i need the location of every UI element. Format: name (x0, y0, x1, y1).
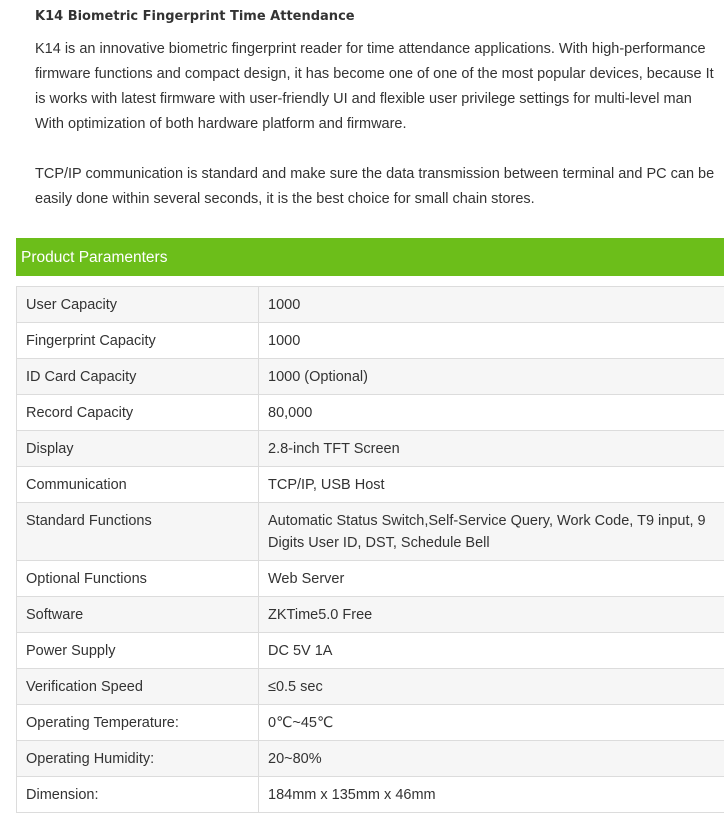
table-row (17, 741, 724, 777)
param-value: ZKTime5.0 Free (259, 597, 724, 633)
param-label: Standard Functions (17, 503, 259, 561)
table-row (17, 323, 724, 359)
param-label: Display (17, 431, 259, 467)
table-row (17, 467, 724, 503)
param-value: TCP/IP, USB Host (259, 467, 724, 503)
param-label: Optional Functions (17, 561, 259, 597)
table-row (17, 503, 724, 561)
param-label: Record Capacity (17, 395, 259, 431)
param-value: 1000 (259, 287, 724, 323)
product-description (35, 37, 715, 212)
table-row (17, 395, 724, 431)
description-paragraph: TCP/IP communication is standard and make sure the data transmission between terminal and PC can be easily done within several seconds, it is the best choice for small chain stores. (35, 162, 715, 212)
table-row (17, 597, 724, 633)
param-value: Automatic Status Switch,Self-Service Query, Work Code, T9 input, 9 Digits User ID, DST, Schedule Bell (259, 503, 724, 561)
table-row (17, 287, 724, 323)
param-label: Operating Temperature: (17, 705, 259, 741)
param-value: 2.8-inch TFT Screen (259, 431, 724, 467)
param-value: DC 5V 1A (259, 633, 724, 669)
param-label: Communication (17, 467, 259, 503)
param-label: User Capacity (17, 287, 259, 323)
description-paragraph: K14 is an innovative biometric fingerprint reader for time attendance applications. With high-performance firmware functions and compact design, it has become one of one of the most popular devices, because It is works with latest firmware with user-friendly UI and flexible user privilege settings for multi-level man With optimization of both hardware platform and firmware. (35, 37, 715, 137)
param-label: ID Card Capacity (17, 359, 259, 395)
param-value: 20~80% (259, 741, 724, 777)
product-title: K14 Biometric Fingerprint Time Attendance (35, 9, 355, 24)
section-header (16, 238, 724, 276)
param-label: Verification Speed (17, 669, 259, 705)
section-header-label: Product Paramenters (21, 249, 167, 267)
param-label: Dimension: (17, 777, 259, 813)
param-label: Operating Humidity: (17, 741, 259, 777)
param-value: Web Server (259, 561, 724, 597)
parameters-table (16, 286, 724, 813)
table-row (17, 705, 724, 741)
param-value: 184mm x 135mm x 46mm (259, 777, 724, 813)
table-row (17, 633, 724, 669)
table-row (17, 431, 724, 467)
table-row (17, 561, 724, 597)
param-value: ≤0.5 sec (259, 669, 724, 705)
param-label: Fingerprint Capacity (17, 323, 259, 359)
param-label: Power Supply (17, 633, 259, 669)
param-value: 0℃~45℃ (259, 705, 724, 741)
table-row (17, 359, 724, 395)
param-value: 1000 (259, 323, 724, 359)
param-value: 80,000 (259, 395, 724, 431)
param-value: 1000 (Optional) (259, 359, 724, 395)
table-row (17, 777, 724, 813)
table-row (17, 669, 724, 705)
param-label: Software (17, 597, 259, 633)
